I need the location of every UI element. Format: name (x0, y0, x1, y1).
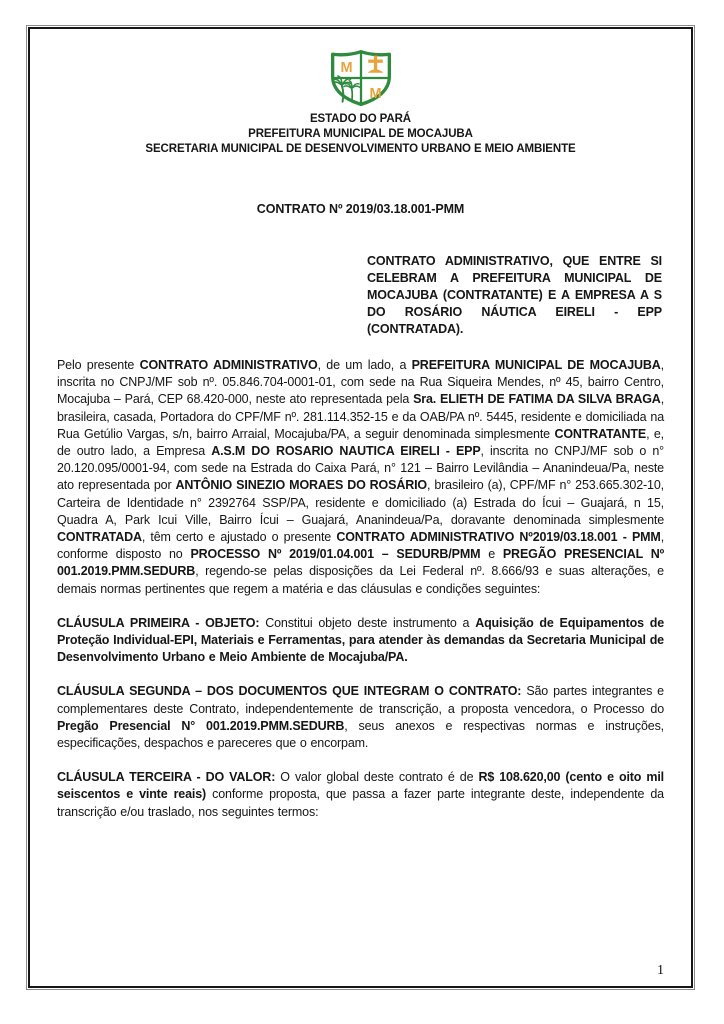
page-number: 1 (657, 963, 664, 978)
letterhead-secretariat-line: SECRETARIA MUNICIPAL DE DESENVOLVIMENTO URBANO E MEIO AMBIENTE (145, 143, 576, 155)
clause-second-paragraph: CLÁUSULA SEGUNDA – DOS DOCUMENTOS QUE INTEGRAM O CONTRATO: São partes integrantes e complementares deste Contrato, independentemente de transcrição, a proposta vencedora, o Processo do Pregão Presencial N° 001.2019.PMM.SEDURB, seus anexos e respectivas normas e instruções, especificações, despachos e pareceres que o encorpam. (57, 684, 664, 751)
clause-first-paragraph: CLÁUSULA PRIMEIRA - OBJETO: Constitui objeto deste instrumento a Aquisição de Equipamentos de Proteção Individual-EPI, Materiais e Ferramentas, para atender às demandas da Secretaria Municipal de Desenvolvimento Urbano e Meio Ambiente de Mocajuba/PA. (57, 615, 665, 665)
mocajuba-coat-of-arms-icon (327, 49, 395, 107)
contract-number-title: CONTRATO Nº 2019/03.18.001-PMM (256, 202, 465, 216)
monogram-letter-left: M (339, 60, 353, 77)
page-content (30, 29, 691, 821)
letterhead-municipality-line: PREFEITURA MUNICIPAL DE MOCAJUBA (248, 128, 473, 140)
monogram-letter-right: M (368, 85, 382, 102)
clause-third-paragraph: CLÁUSULA TERCEIRA - DO VALOR: O valor global deste contrato é de R$ 108.620,00 (cento e oito mil seiscentos e vinte reais) conforme proposta, que passa a fazer parte integrante deste, independente da transcrição e/ou traslado, nos seguintes termos: (57, 770, 664, 819)
opening-paragraph: Pelo presente CONTRATO ADMINISTRATIVO, de um lado, a PREFEITURA MUNICIPAL DE MOCAJUBA, inscrita no CNPJ/MF sob nº. 05.846.704-0001-01, com sede na Rua Siqueira Mendes, nº 45, bairro Centro, Mocajuba – Pará, CEP 68.420-000, neste ato representada pela Sra. ELIETH DE FATIMA DA SILVA BRAGA, brasileira, casada, Portadora do CPF/MF nº. 281.114.352-15 e da OAB/PA nº. 5445, residente e domiciliada na Rua Getúlio Vargas, s/n, bairro Arraial, Mocajuba/PA, a seguir denominada simplesmente CONTRATANTE, e, de outro lado, a Empresa A.S.M DO ROSARIO NAUTICA EIRELI - EPP, inscrita no CNPJ/MF sob o n° 20.120.095/0001-94, com sede na Estrada do Caixa Pará, n° 121 – Bairro Levilândia – Ananindeua/Pa, neste ato representada por ANTÔNIO SINEZIO MORAES DO ROSÁRIO, brasileiro (a), CPF/MF n° 253.665.302-10, Carteira de Identidade n° 2392764 SSP/PA, residente e domiciliado (a) Estrada do Ícui – Guajará, n 15, Quadra A, Park Icui Ville, Bairro Ícui – Guajará, Ananindeua/Pa, doravante denominada simplesmente CONTRATADA, têm certo e ajustado o presente CONTRATO ADMINISTRATIVO Nº2019/03.18.001 - PMM, conforme disposto no PROCESSO Nº 2019/01.04.001 – SEDURB/PMM e PREGÃO PRESENCIAL Nº 001.2019.PMM.SEDURB, regendo-se pelas disposições da Lei Federal nº. 8.666/93 e suas alterações, e demais normas pertinentes que regem a matéria e das cláusulas e condições seguintes: (57, 358, 665, 596)
letterhead (57, 112, 664, 157)
page-border-frame (28, 27, 693, 988)
contract-preamble-block: CONTRATO ADMINISTRATIVO, QUE ENTRE SI CELEBRAM A PREFEITURA MUNICIPAL DE MOCAJUBA (CONTRATANTE) E A EMPRESA A S DO ROSÁRIO NÁUTICA EIRELI - EPP (CONTRATADA). (367, 254, 662, 336)
logo-container (57, 49, 664, 107)
letterhead-state-line: ESTADO DO PARÁ (309, 113, 412, 125)
